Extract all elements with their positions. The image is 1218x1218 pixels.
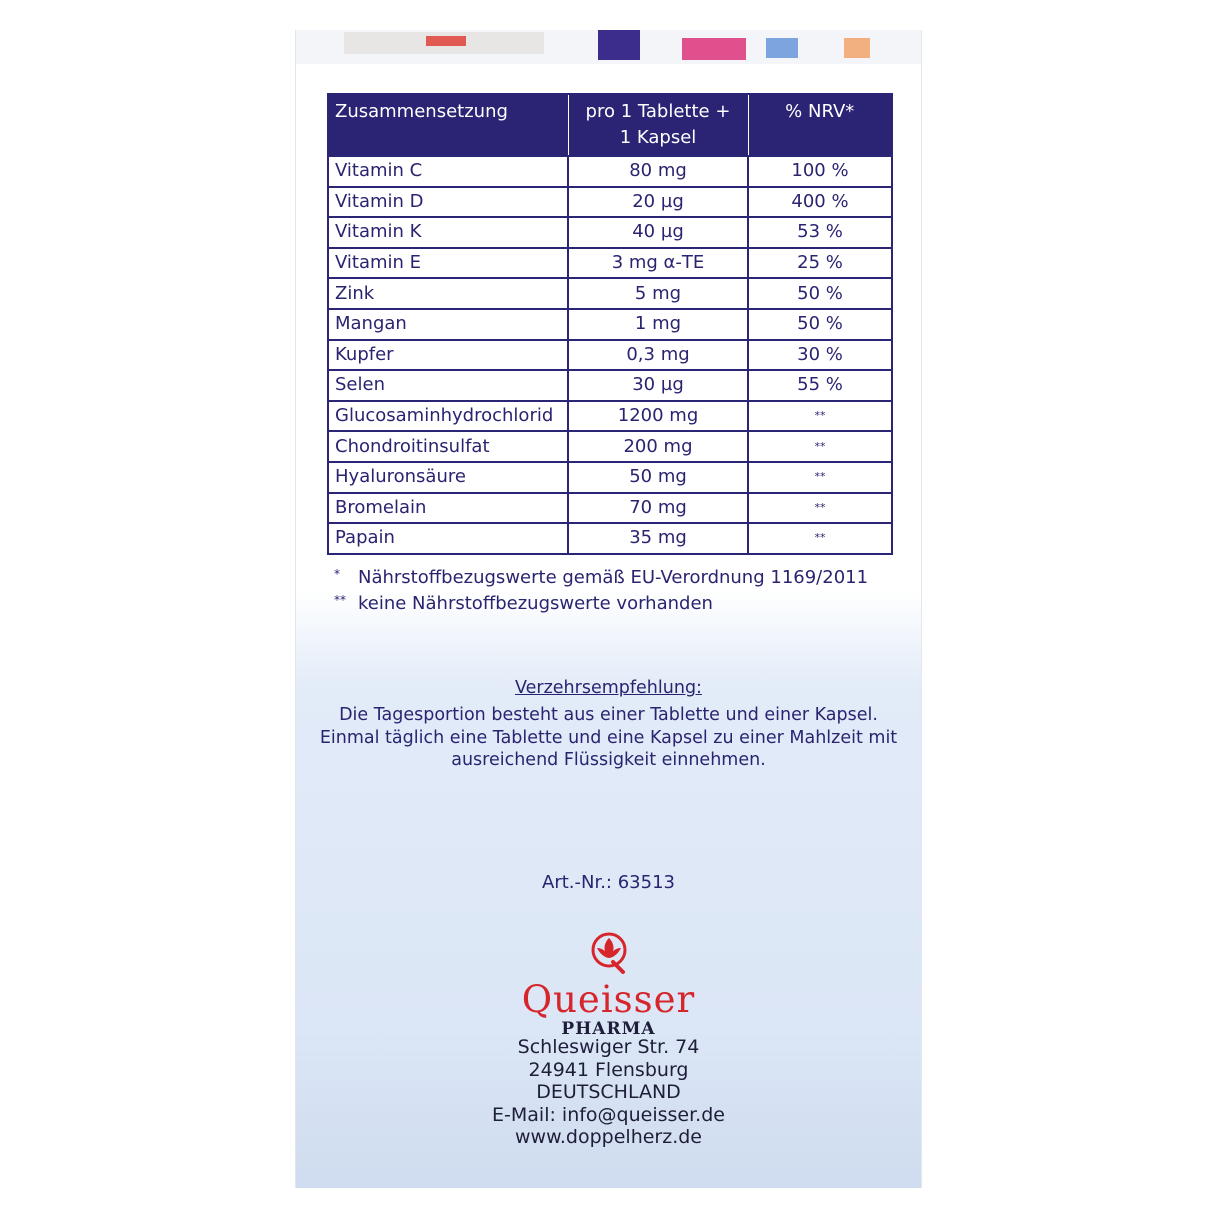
amount-cell: 20 µg xyxy=(568,187,748,218)
nutrient-name-cell: Vitamin C xyxy=(328,156,568,187)
nrv-stars: ** xyxy=(814,470,826,484)
email-link[interactable]: E-Mail: info@queisser.de xyxy=(492,1103,725,1126)
package-back xyxy=(296,30,921,1188)
header-per-portion xyxy=(568,94,748,156)
table-row xyxy=(328,187,892,218)
recommendation-line: ausreichend Flüssigkeit einnehmen. xyxy=(451,750,766,770)
footnote-no-nrv xyxy=(334,593,713,614)
flap-print-block xyxy=(682,38,746,60)
nrv-cell: 25 % xyxy=(748,248,892,279)
package-top-flap xyxy=(296,30,921,64)
amount-cell: 40 µg xyxy=(568,217,748,248)
nutrient-name-cell: Vitamin E xyxy=(328,248,568,279)
nrv-cell: 50 % xyxy=(748,309,892,340)
table-row xyxy=(328,340,892,371)
recommendation-line: Die Tagesportion besteht aus einer Tablette und einer Kapsel. xyxy=(339,705,878,725)
footnote-mark: * xyxy=(334,567,340,581)
brand-sub: PHARMA xyxy=(561,1019,656,1039)
header-per-portion-text: pro 1 Tablette + 1 Kapsel xyxy=(585,101,731,148)
amount-cell: 1 mg xyxy=(568,309,748,340)
address-line: Schleswiger Str. 74 xyxy=(517,1036,700,1058)
nutrient-name-cell: Hyaluronsäure xyxy=(328,462,568,493)
amount-cell: 30 µg xyxy=(568,370,748,401)
amount-cell: 200 mg xyxy=(568,431,748,462)
website-link[interactable]: www.doppelherz.de xyxy=(515,1126,702,1148)
amount-cell: 5 mg xyxy=(568,278,748,309)
table-row xyxy=(328,401,892,432)
nutrient-name-cell: Bromelain xyxy=(328,493,568,524)
table-row xyxy=(328,493,892,524)
nutrient-name-cell: Selen xyxy=(328,370,568,401)
nrv-stars: ** xyxy=(814,409,826,423)
address-line: 24941 Flensburg xyxy=(528,1058,689,1081)
flap-print-block xyxy=(766,38,798,58)
nrv-cell: 30 % xyxy=(748,340,892,371)
nrv-stars: ** xyxy=(814,531,826,545)
nrv-cell xyxy=(748,523,892,554)
nrv-cell: 100 % xyxy=(748,156,892,187)
amount-cell: 1200 mg xyxy=(568,401,748,432)
leaf-q-icon xyxy=(579,928,639,976)
flap-print-block xyxy=(598,30,640,60)
table-row xyxy=(328,156,892,187)
table-row xyxy=(328,278,892,309)
nutrient-name-cell: Glucosaminhydrochlorid xyxy=(328,401,568,432)
table-header-row xyxy=(328,94,892,156)
nutrition-table xyxy=(327,93,893,555)
header-composition: Zusammensetzung xyxy=(328,94,568,156)
footnote-text: Nährstoffbezugswerte gemäß EU-Verordnung 1169/2011 xyxy=(358,567,869,588)
nutrient-name-cell: Chondroitinsulfat xyxy=(328,431,568,462)
nutrient-name-cell: Kupfer xyxy=(328,340,568,371)
nrv-cell xyxy=(748,462,892,493)
footnote-mark: ** xyxy=(334,593,346,607)
nrv-cell xyxy=(748,431,892,462)
table-row xyxy=(328,217,892,248)
nrv-cell: 400 % xyxy=(748,187,892,218)
nrv-cell: 50 % xyxy=(748,278,892,309)
table-row xyxy=(328,431,892,462)
address-line: DEUTSCHLAND xyxy=(536,1081,681,1103)
nutrient-name-cell: Vitamin K xyxy=(328,217,568,248)
table-row xyxy=(328,462,892,493)
table-row xyxy=(328,309,892,340)
flap-print-block xyxy=(426,36,466,46)
nutrient-name-cell: Mangan xyxy=(328,309,568,340)
amount-cell: 70 mg xyxy=(568,493,748,524)
recommendation-title xyxy=(296,677,921,700)
table-row xyxy=(328,523,892,554)
table-row xyxy=(328,248,892,279)
amount-cell: 80 mg xyxy=(568,156,748,187)
amount-cell: 0,3 mg xyxy=(568,340,748,371)
amount-cell: 35 mg xyxy=(568,523,748,554)
footnote-text: keine Nährstoffbezugswerte vorhanden xyxy=(358,593,713,614)
amount-cell: 50 mg xyxy=(568,462,748,493)
nrv-cell xyxy=(748,493,892,524)
recommendation-line: Einmal täglich eine Tablette und eine Kapsel zu einer Mahlzeit mit xyxy=(319,728,898,748)
nrv-stars: ** xyxy=(814,439,826,453)
nrv-cell xyxy=(748,401,892,432)
nutrient-name-cell: Papain xyxy=(328,523,568,554)
company-address xyxy=(296,1036,921,1149)
nrv-stars: ** xyxy=(814,500,826,514)
nutrient-name-cell: Vitamin D xyxy=(328,187,568,218)
table-row xyxy=(328,370,892,401)
nrv-cell: 55 % xyxy=(748,370,892,401)
header-nrv: % NRV* xyxy=(748,94,892,156)
article-number: Art.-Nr.: 63513 xyxy=(542,872,675,893)
recommendation-title-text: Verzehrsempfehlung: xyxy=(515,678,702,698)
amount-cell: 3 mg α-TE xyxy=(568,248,748,279)
brand-name: Queisser xyxy=(521,978,696,1021)
flap-print-block xyxy=(844,38,870,58)
nutrient-name-cell: Zink xyxy=(328,278,568,309)
footnote-nrv xyxy=(334,567,868,588)
company-logo xyxy=(296,928,921,1038)
nrv-cell: 53 % xyxy=(748,217,892,248)
